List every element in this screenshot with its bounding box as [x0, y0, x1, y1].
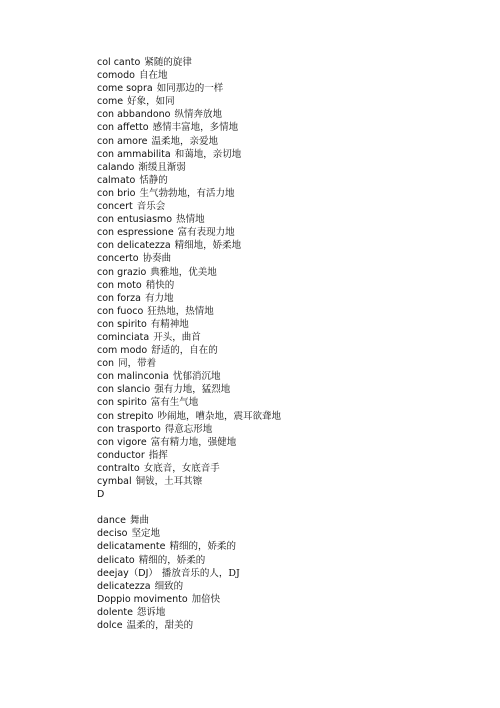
entry-term: cymbal: [97, 476, 132, 487]
glossary-entry: [97, 436, 281, 449]
entry-term: deejay（DJ）: [97, 567, 158, 579]
entry-term: con brio: [97, 187, 136, 199]
glossary-entry: [97, 292, 281, 305]
glossary-entry: [97, 370, 281, 383]
glossary-entry: [97, 331, 281, 344]
entry-definition: 狂热地，热情地: [147, 305, 214, 317]
entry-definition: 稍快的: [145, 279, 175, 291]
entry-definition: 舞曲: [129, 515, 149, 527]
entry-term: com modo: [97, 345, 148, 357]
entry-definition: 忧郁消沉地: [172, 371, 221, 383]
glossary-entry: [97, 606, 281, 619]
glossary-entry: [97, 396, 281, 409]
entry-term: con amore: [97, 135, 148, 147]
entry-term: concert: [97, 201, 133, 213]
entry-term: calmato: [97, 174, 136, 186]
entry-term: con malinconia: [97, 371, 169, 383]
entry-definition: 渐缓且渐弱: [138, 161, 186, 173]
entry-term: con vigore: [97, 436, 147, 448]
glossary-entry: [97, 449, 281, 462]
glossary-entry: [97, 239, 281, 252]
entry-term: con strepito: [97, 410, 154, 422]
entry-term: con slancio: [97, 384, 151, 396]
entry-term: contralto: [97, 462, 140, 474]
entry-definition: 精细的，娇柔的: [169, 541, 236, 553]
entry-definition: 吵闹地，嘈杂地，震耳欲聋地: [157, 410, 282, 422]
entry-definition: 感情丰富地，多情地: [152, 122, 239, 134]
entry-term: con: [97, 358, 115, 370]
entry-term: con moto: [97, 279, 142, 291]
entry-definition: 温柔地，亲爱地: [151, 135, 219, 147]
glossary-entry: [97, 69, 281, 82]
entry-term: come sopra: [97, 83, 153, 95]
entry-definition: 好象，如同: [127, 96, 175, 108]
glossary-entry: [97, 213, 281, 226]
glossary-entry: [97, 514, 281, 527]
entry-term: dolente: [97, 606, 133, 618]
glossary-entry: [97, 187, 281, 200]
entry-definition: 有精神地: [150, 318, 189, 330]
blank-line: [97, 501, 281, 514]
glossary-entry: [97, 108, 281, 121]
section-heading-d: D: [97, 489, 105, 501]
entry-term: dolce: [97, 620, 123, 632]
entry-term: come: [97, 96, 124, 108]
entry-definition: 同，带着: [118, 358, 157, 370]
entry-term: con espressione: [97, 227, 174, 239]
glossary-entry: [97, 383, 281, 396]
entry-definition: 精细地，娇柔地: [174, 240, 242, 252]
glossary-entry: [97, 462, 281, 475]
glossary-page: [97, 56, 281, 632]
entry-definition: 生气勃勃地，有活力地: [139, 187, 235, 199]
glossary-entry: [97, 318, 281, 331]
entry-term: con delicatezza: [97, 240, 171, 252]
glossary-entry: [97, 475, 281, 488]
entry-definition: 协奏曲: [142, 253, 172, 265]
entry-definition: 如同那边的一样: [156, 83, 224, 95]
entry-definition: 紧随的旋律: [144, 57, 192, 68]
glossary-entry: [97, 174, 281, 187]
glossary-entry: [97, 95, 281, 108]
entry-definition: 女底音，女底音手: [143, 462, 220, 474]
glossary-group-d: [97, 514, 281, 632]
entry-term: con trasporto: [97, 423, 161, 435]
entry-definition: 铜钹，土耳其镲: [135, 476, 203, 487]
glossary-entry: [97, 527, 281, 540]
entry-definition: 播放音乐的人，DJ: [161, 567, 240, 579]
glossary-entry: [97, 554, 281, 567]
entry-term: con forza: [97, 292, 141, 304]
entry-definition: 富有表现力地: [177, 227, 235, 239]
entry-definition: 富有精力地，强健地: [150, 436, 237, 448]
entry-definition: 坚定地: [131, 528, 161, 540]
glossary-entry: [97, 357, 281, 370]
entry-definition: 音乐会: [136, 201, 166, 213]
entry-definition: 自在地: [138, 70, 168, 82]
entry-term: con entusiasmo: [97, 214, 173, 226]
glossary-entry: [97, 161, 281, 174]
entry-definition: 热情地: [176, 214, 205, 226]
entry-definition: 开头，曲首: [153, 331, 201, 343]
entry-definition: 指挥: [148, 449, 168, 461]
entry-definition: 和蔼地，亲切地: [174, 148, 242, 160]
glossary-entry: [97, 593, 281, 606]
glossary-entry: [97, 148, 281, 161]
entry-term: calando: [97, 161, 135, 173]
entry-term: delicato: [97, 554, 135, 566]
entry-term: conductor: [97, 449, 145, 461]
glossary-entry: [97, 344, 281, 357]
entry-definition: 富有生气地: [150, 397, 199, 409]
entry-term: con spirito: [97, 397, 147, 409]
glossary-entry: [97, 305, 281, 318]
entry-term: col canto: [97, 57, 141, 68]
entry-term: comodo: [97, 70, 135, 82]
entry-term: Doppio movimento: [97, 593, 188, 605]
glossary-entry: [97, 619, 281, 632]
entry-definition: 典雅地，优美地: [150, 266, 217, 278]
glossary-entry: [97, 252, 281, 265]
entry-term: cominciata: [97, 331, 150, 343]
glossary-entry: [97, 200, 281, 213]
entry-definition: 有力地: [144, 292, 174, 304]
glossary-entry: [97, 410, 281, 423]
glossary-entry: [97, 121, 281, 134]
glossary-entry: [97, 56, 281, 69]
entry-term: delicatamente: [97, 541, 166, 553]
entry-definition: 细致的: [154, 580, 184, 592]
entry-definition: 恬静的: [139, 174, 168, 186]
entry-term: con affetto: [97, 122, 149, 134]
entry-definition: 精细的，娇柔的: [138, 554, 206, 566]
glossary-entry: [97, 135, 281, 148]
glossary-group-c: [97, 56, 281, 488]
entry-term: con grazio: [97, 266, 147, 278]
glossary-entry: [97, 540, 281, 553]
entry-term: con spirito: [97, 318, 147, 330]
entry-term: concerto: [97, 253, 139, 265]
entry-definition: 纵情奔放地: [174, 109, 222, 121]
entry-definition: 怨诉地: [136, 606, 166, 618]
glossary-entry: [97, 567, 281, 580]
glossary-entry: [97, 226, 281, 239]
entry-definition: 强有力地，猛烈地: [154, 384, 231, 396]
glossary-entry: [97, 82, 281, 95]
entry-term: delicatezza: [97, 580, 151, 592]
entry-term: con ammabilita: [97, 148, 171, 160]
entry-definition: 得意忘形地: [164, 423, 213, 435]
entry-term: deciso: [97, 528, 128, 540]
glossary-entry: [97, 580, 281, 593]
entry-term: con fuoco: [97, 305, 144, 317]
glossary-entry: [97, 423, 281, 436]
glossary-entry: [97, 279, 281, 292]
glossary-entry: [97, 266, 281, 279]
entry-definition: 舒适的，自在的: [151, 345, 218, 357]
entry-term: dance: [97, 515, 126, 527]
entry-definition: 加倍快: [191, 593, 221, 605]
entry-term: con abbandono: [97, 109, 171, 121]
entry-definition: 温柔的，甜美的: [126, 620, 194, 632]
